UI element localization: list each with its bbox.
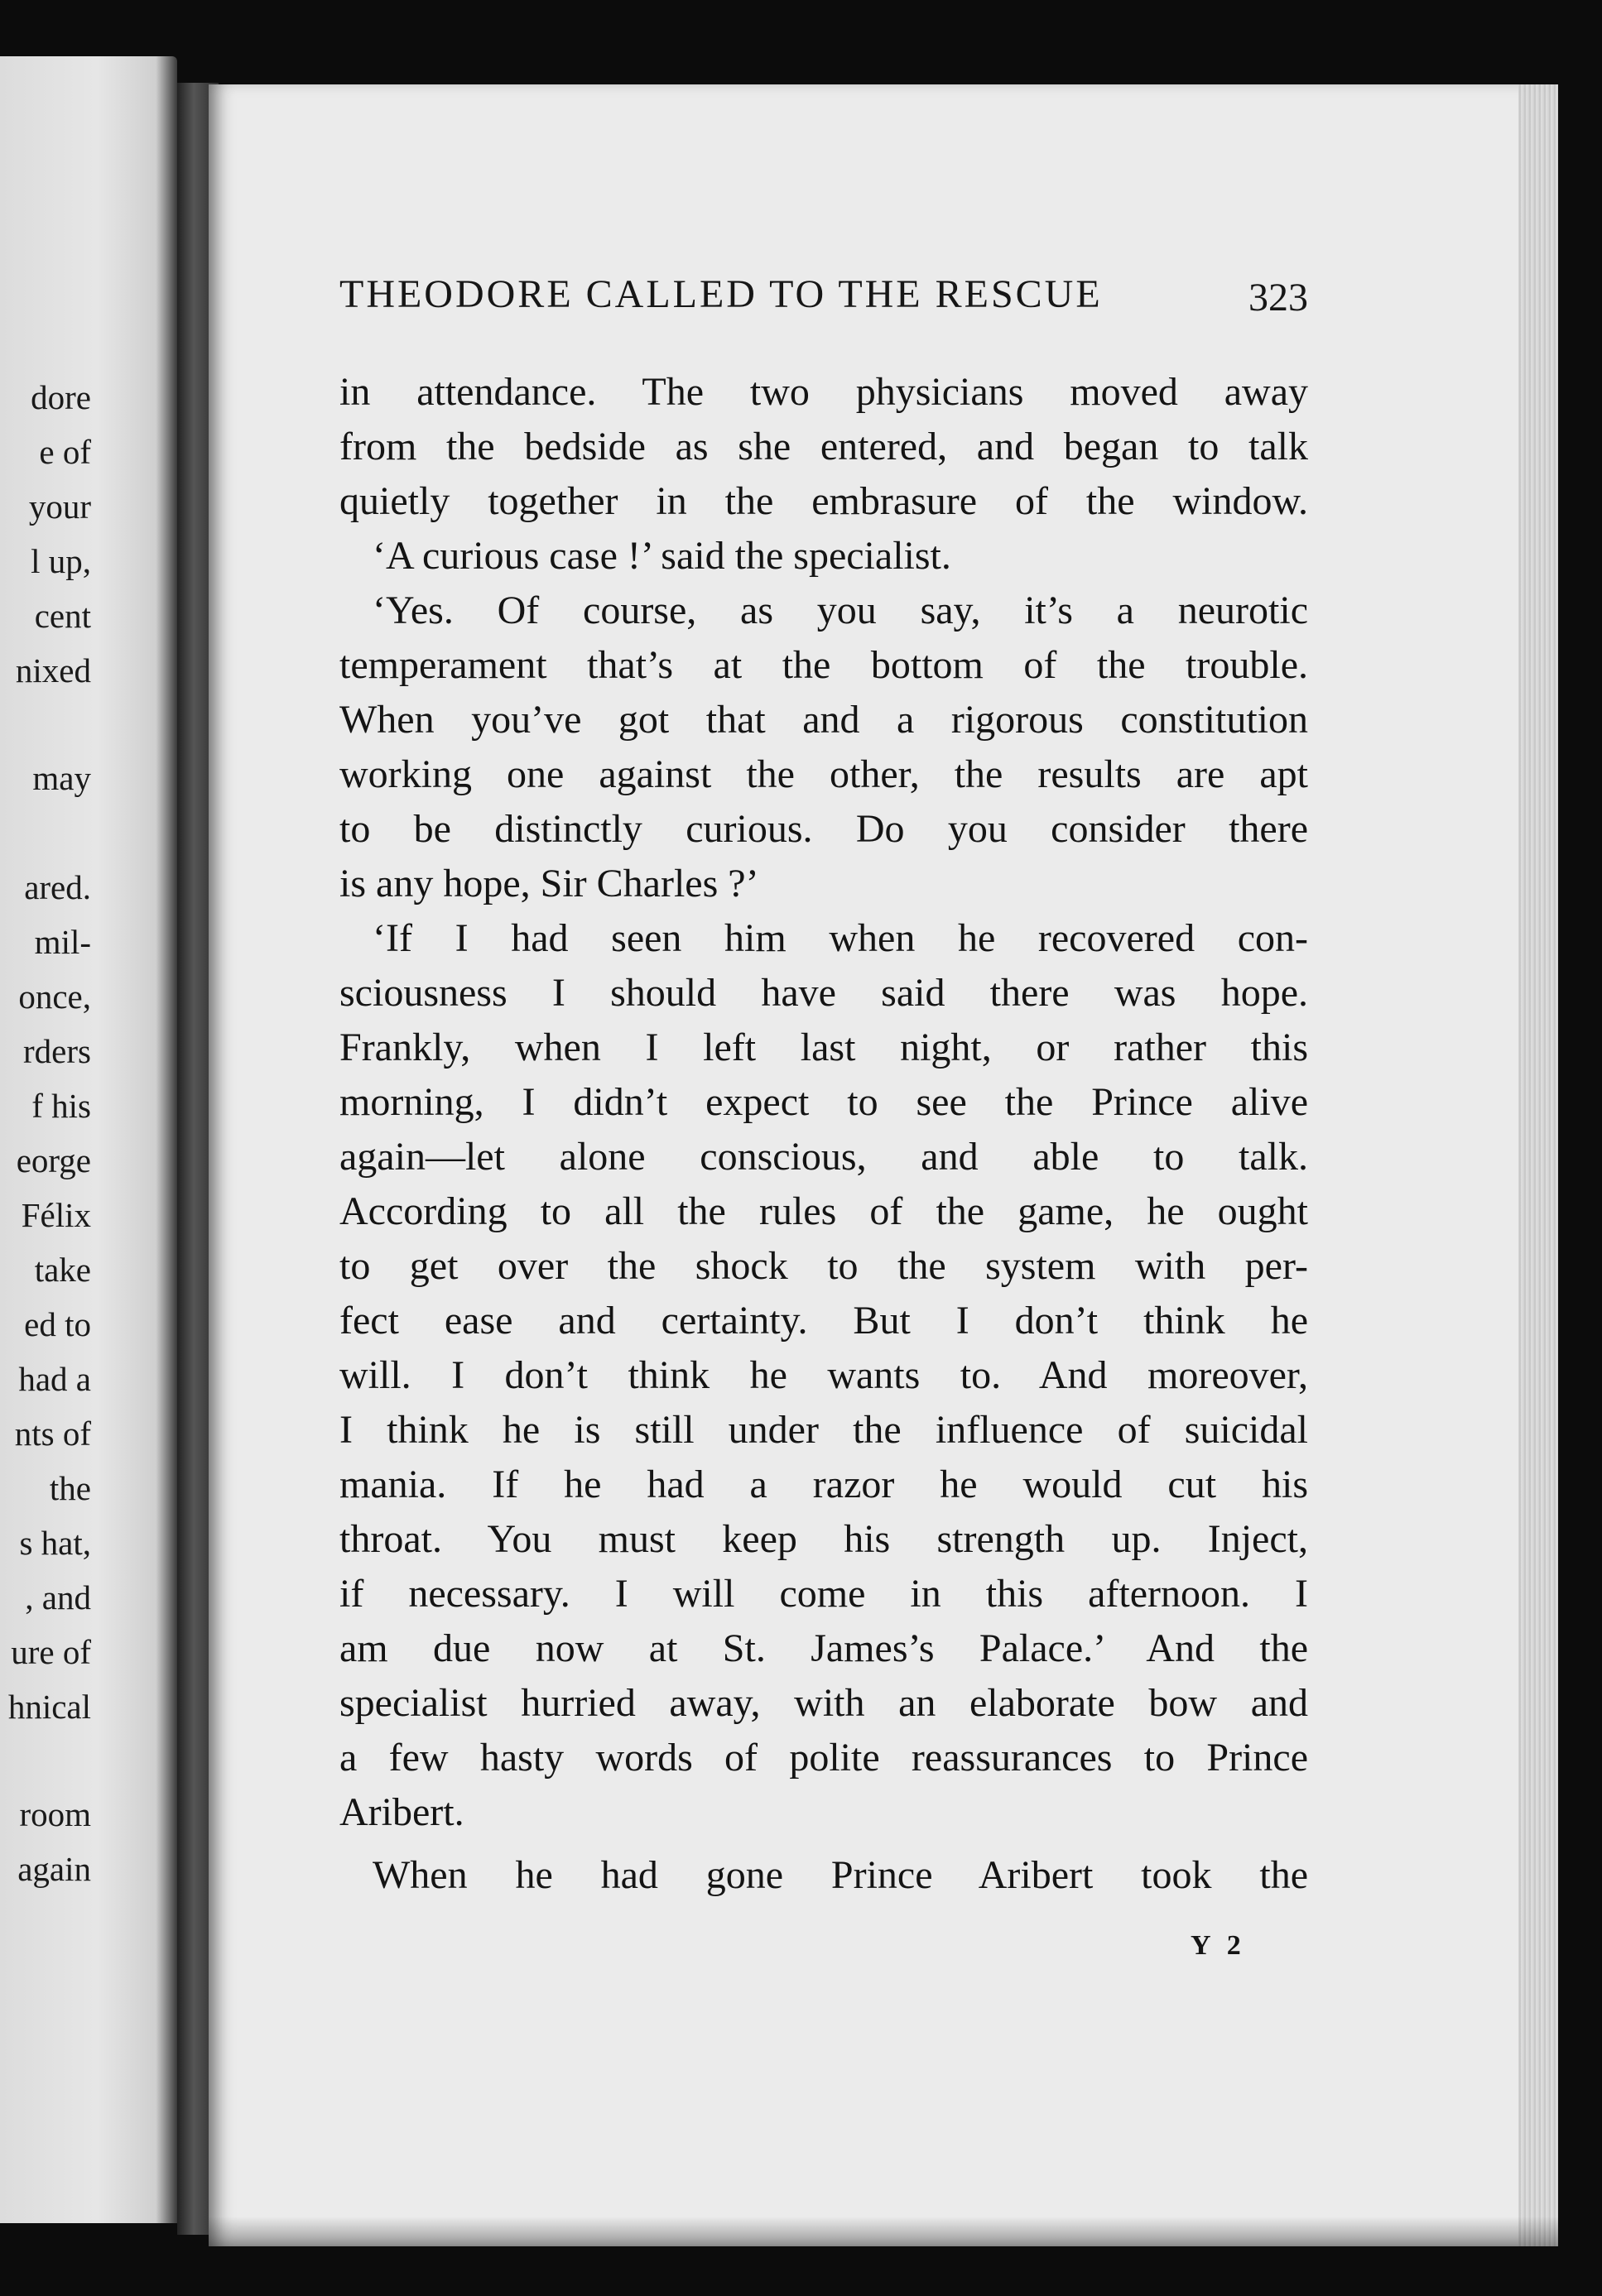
- text-line: When you’ve got that and a rigorous constitution: [339, 698, 1308, 742]
- text-line: ‘If I had seen him when he recovered con-: [373, 916, 1308, 960]
- previous-page-line: room: [19, 1795, 91, 1833]
- text-line: in attendance. The two physicians moved away: [339, 370, 1308, 414]
- previous-page-line: again: [17, 1850, 91, 1888]
- previous-page-line: f his: [31, 1087, 91, 1125]
- page-number: 323: [1248, 276, 1308, 319]
- previous-page-line: may: [32, 759, 91, 797]
- text-line: temperament that’s at the bottom of the trouble.: [339, 643, 1308, 687]
- text-line: am due now at St. James’s Palace.’ And the: [339, 1626, 1308, 1670]
- previous-page-line: s hat,: [19, 1524, 91, 1562]
- text-line: sciousness I should have said there was hope.: [339, 971, 1308, 1015]
- previous-page-line: ared.: [24, 868, 91, 906]
- text-line: fect ease and certainty. But I don’t think he: [339, 1299, 1308, 1343]
- text-line: to be distinctly curious. Do you consider there: [339, 807, 1308, 851]
- previous-page-line: eorge: [16, 1141, 91, 1179]
- text-line: a few hasty words of polite reassurances to Prince: [339, 1736, 1308, 1780]
- text-line: if necessary. I will come in this afternoon. I: [339, 1572, 1308, 1616]
- text-line: Frankly, when I left last night, or rather this: [339, 1026, 1308, 1069]
- previous-page-line: the: [49, 1469, 91, 1507]
- text-line: to get over the shock to the system with per-: [339, 1244, 1308, 1288]
- page-edge: [1518, 84, 1558, 2246]
- previous-page-line: mil-: [34, 923, 91, 961]
- text-line: morning, I didn’t expect to see the Prince alive: [339, 1080, 1308, 1124]
- running-head: [339, 271, 1308, 321]
- previous-page-line-ends: [0, 56, 91, 2223]
- previous-page-line: take: [34, 1251, 91, 1289]
- text-line: When he had gone Prince Aribert took the: [373, 1853, 1308, 1897]
- running-title: THEODORE CALLED TO THE RESCUE: [339, 272, 1103, 316]
- previous-page-fragment: [0, 56, 177, 2223]
- previous-page-line: nixed: [15, 651, 91, 689]
- text-line: will. I don’t think he wants to. And moreover,: [339, 1353, 1308, 1397]
- text-line: from the bedside as she entered, and began to talk: [339, 425, 1308, 468]
- previous-page-line: hnical: [7, 1688, 91, 1726]
- previous-page-line: nts of: [14, 1415, 91, 1453]
- text-line: quietly together in the embrasure of the window.: [339, 479, 1308, 523]
- page-shadow: [209, 2217, 1558, 2246]
- signature-mark: Y 2: [1191, 1930, 1246, 1961]
- previous-page-line: cent: [34, 597, 91, 635]
- previous-page-line: , and: [25, 1578, 91, 1616]
- previous-page-line: your: [28, 488, 91, 526]
- text-line: Aribert.: [339, 1790, 464, 1834]
- previous-page-line: l up,: [31, 542, 91, 580]
- text-line: According to all the rules of the game, he ought: [339, 1189, 1308, 1233]
- text-line: ‘Yes. Of course, as you say, it’s a neurotic: [373, 588, 1308, 632]
- previous-page-line: ed to: [24, 1305, 91, 1343]
- text-line: I think he is still under the influence of suicidal: [339, 1408, 1308, 1452]
- previous-page-line: once,: [18, 977, 91, 1016]
- previous-page-line: rders: [23, 1032, 91, 1070]
- text-line: working one against the other, the results are apt: [339, 752, 1308, 796]
- previous-page-line: Félix: [21, 1196, 91, 1234]
- text-line: throat. You must keep his strength up. Inject,: [339, 1517, 1308, 1561]
- previous-page-line: e of: [39, 433, 91, 471]
- text-line: specialist hurried away, with an elaborate bow and: [339, 1681, 1308, 1725]
- previous-page-line: dore: [31, 378, 91, 416]
- text-line: again—let alone conscious, and able to talk.: [339, 1135, 1308, 1179]
- text-line: mania. If he had a razor he would cut his: [339, 1463, 1308, 1506]
- text-line: is any hope, Sir Charles ?’: [339, 862, 759, 905]
- previous-page-line: had a: [18, 1360, 91, 1398]
- previous-page-line: ure of: [11, 1633, 91, 1671]
- text-line: ‘A curious case !’ said the specialist.: [373, 534, 951, 578]
